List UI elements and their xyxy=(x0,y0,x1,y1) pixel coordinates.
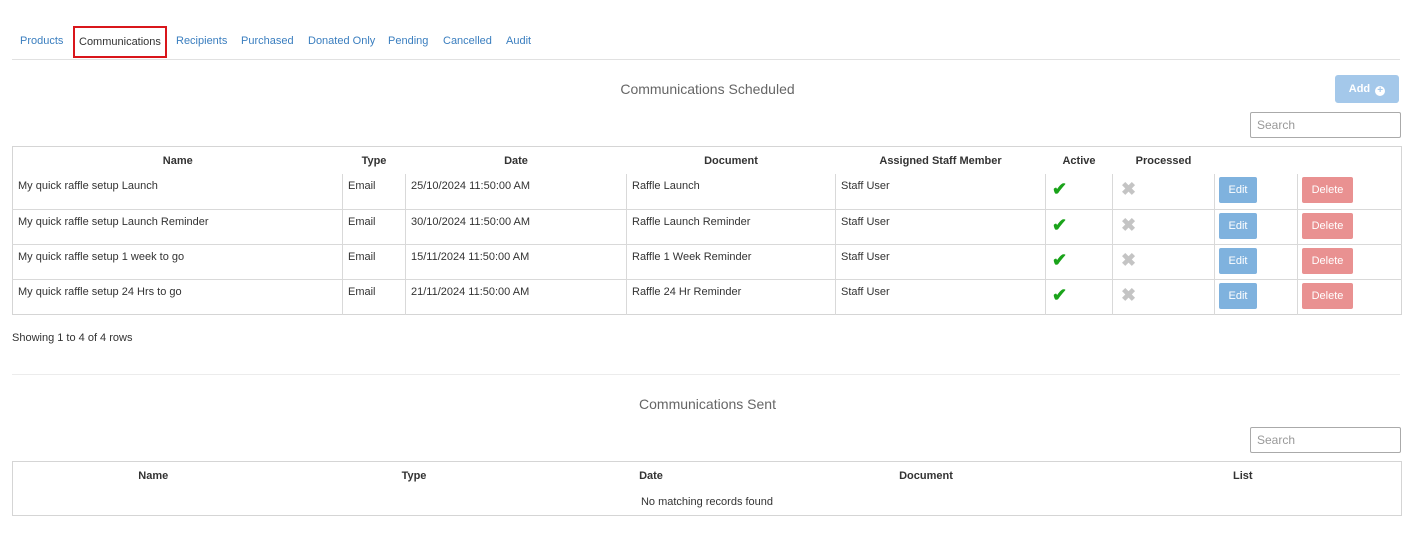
cell-type: Email xyxy=(343,209,406,244)
cell-staff: Staff User xyxy=(836,244,1046,279)
column-header-document[interactable]: Document xyxy=(704,154,758,167)
tab-pending[interactable]: Pending xyxy=(388,35,429,47)
cell-document: Raffle Launch xyxy=(627,174,836,209)
cell-active xyxy=(1046,244,1113,279)
section-divider xyxy=(12,374,1400,375)
cell-processed xyxy=(1113,279,1215,314)
cell-active xyxy=(1046,279,1113,314)
cell-staff: Staff User xyxy=(836,209,1046,244)
cell-name: My quick raffle setup Launch Reminder xyxy=(13,209,343,244)
cell-staff: Staff User xyxy=(836,174,1046,209)
column-header-active[interactable]: Active xyxy=(1062,154,1096,167)
check-icon: ✔ xyxy=(1052,249,1068,270)
table-row xyxy=(13,174,1402,209)
edit-button[interactable]: Edit xyxy=(1219,213,1257,239)
sent-section-title: Communications Sent xyxy=(639,396,776,412)
empty-row xyxy=(13,489,1402,515)
column-header-list[interactable]: List xyxy=(1232,469,1253,482)
tab-communications[interactable]: Communications xyxy=(73,26,167,58)
cell-staff: Staff User xyxy=(836,279,1046,314)
check-icon: ✔ xyxy=(1052,284,1068,305)
cell-processed xyxy=(1113,174,1215,209)
cell-date: 15/11/2024 11:50:00 AM xyxy=(406,244,627,279)
edit-button[interactable]: Edit xyxy=(1219,248,1257,274)
tab-purchased[interactable]: Purchased xyxy=(241,35,294,47)
tab-recipients[interactable]: Recipients xyxy=(176,35,228,47)
cell-name: My quick raffle setup 24 Hrs to go xyxy=(13,279,343,314)
sent-search-input[interactable] xyxy=(1250,427,1401,453)
scheduled-search-input[interactable] xyxy=(1250,112,1401,138)
cell-delete xyxy=(1298,174,1402,209)
delete-button[interactable]: Delete xyxy=(1302,248,1353,274)
cell-document: Raffle 1 Week Reminder xyxy=(627,244,836,279)
tab-cancelled[interactable]: Cancelled xyxy=(443,35,492,47)
table-row xyxy=(13,244,1402,279)
column-header-type[interactable]: Type xyxy=(361,154,387,167)
table-row xyxy=(13,209,1402,244)
plus-circle-icon: + xyxy=(1375,86,1385,96)
cross-icon: ✖ xyxy=(1121,214,1137,235)
add-button-label: Add xyxy=(1348,83,1371,95)
cell-delete xyxy=(1298,244,1402,279)
cell-type: Email xyxy=(343,279,406,314)
cell-edit xyxy=(1215,279,1298,314)
cell-delete xyxy=(1298,279,1402,314)
cell-active xyxy=(1046,209,1113,244)
edit-button[interactable]: Edit xyxy=(1219,283,1257,309)
cell-document: Raffle 24 Hr Reminder xyxy=(627,279,836,314)
cross-icon: ✖ xyxy=(1121,179,1137,199)
tab-donated-only[interactable]: Donated Only xyxy=(308,35,376,47)
cell-delete xyxy=(1298,209,1402,244)
cell-document: Raffle Launch Reminder xyxy=(627,209,836,244)
cell-name: My quick raffle setup Launch xyxy=(18,180,158,192)
cell-processed xyxy=(1113,209,1215,244)
cell-edit xyxy=(1215,244,1298,279)
scheduled-section-title: Communications Scheduled xyxy=(620,81,795,97)
check-icon: ✔ xyxy=(1052,179,1068,199)
sent-table-header xyxy=(13,462,1402,490)
edit-button[interactable]: Edit xyxy=(1219,177,1257,203)
cell-date: 21/11/2024 11:50:00 AM xyxy=(406,279,627,314)
column-header-name[interactable]: Name xyxy=(162,154,193,167)
cell-type: Email xyxy=(343,244,406,279)
cross-icon: ✖ xyxy=(1121,249,1137,270)
column-header-staff[interactable]: Assigned Staff Member xyxy=(879,154,1002,167)
cell-name: My quick raffle setup 1 week to go xyxy=(13,244,343,279)
cell-date: 30/10/2024 11:50:00 AM xyxy=(406,209,627,244)
pagination-info: Showing 1 to 4 of 4 rows xyxy=(12,332,133,344)
cell-edit xyxy=(1215,174,1298,209)
column-header-document[interactable]: Document xyxy=(899,469,953,482)
cell-date: 25/10/2024 11:50:00 AM xyxy=(406,174,627,209)
scheduled-table xyxy=(12,146,1402,315)
tab-audit[interactable]: Audit xyxy=(506,35,532,47)
cross-icon: ✖ xyxy=(1121,284,1137,305)
sent-table xyxy=(12,461,1402,516)
scheduled-table-header xyxy=(13,147,1402,175)
column-header-type[interactable]: Type xyxy=(401,469,427,482)
check-icon: ✔ xyxy=(1052,214,1068,235)
cell-active xyxy=(1046,174,1113,209)
delete-button[interactable]: Delete xyxy=(1302,177,1353,203)
column-header-processed[interactable]: Processed xyxy=(1135,154,1192,167)
column-header-delete xyxy=(1298,147,1402,175)
column-header-date[interactable]: Date xyxy=(504,154,528,167)
column-header-date[interactable]: Date xyxy=(639,469,663,482)
tab-bar xyxy=(12,24,1400,60)
tab-products[interactable]: Products xyxy=(20,35,64,47)
cell-type: Email xyxy=(343,174,406,209)
cell-edit xyxy=(1215,209,1298,244)
column-header-edit xyxy=(1215,147,1298,175)
table-row xyxy=(13,279,1402,314)
delete-button[interactable]: Delete xyxy=(1302,283,1353,309)
cell-processed xyxy=(1113,244,1215,279)
empty-message: No matching records found xyxy=(640,495,774,508)
delete-button[interactable]: Delete xyxy=(1302,213,1353,239)
add-button[interactable] xyxy=(1335,75,1399,103)
column-header-name[interactable]: Name xyxy=(138,469,169,482)
